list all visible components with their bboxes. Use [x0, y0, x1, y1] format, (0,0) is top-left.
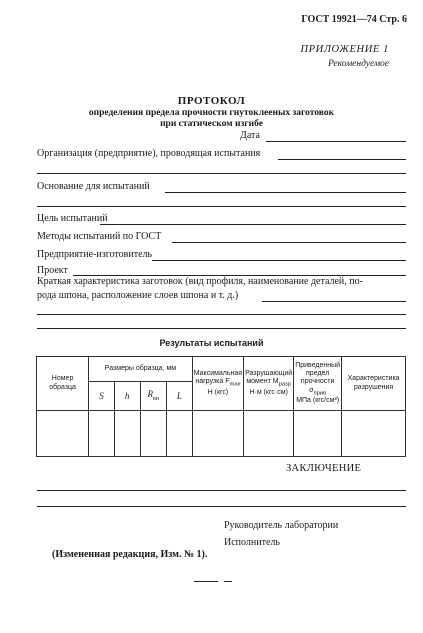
basis-line-2[interactable]	[37, 206, 406, 207]
col-s: S	[89, 382, 115, 411]
description-line-3[interactable]	[37, 328, 406, 329]
methods-line[interactable]	[172, 242, 406, 243]
col-h: h	[114, 382, 140, 411]
purpose-line[interactable]	[100, 224, 406, 225]
table-cell[interactable]	[89, 411, 115, 457]
basis-label: Основание для испытаний	[37, 181, 150, 192]
conclusion-line-2[interactable]	[37, 506, 406, 507]
executor-label: Исполнитель	[224, 537, 280, 548]
table-cell[interactable]	[167, 411, 193, 457]
col-max-load-sub: max	[229, 381, 241, 388]
col-fracture: Характеристика разрушения	[342, 357, 406, 411]
protocol-subtitle-line1: определения предела прочности гнутоклееных заготовок	[88, 108, 335, 118]
col-break-moment	[244, 357, 294, 411]
description-line-2[interactable]	[37, 314, 406, 315]
organization-line-2[interactable]	[37, 173, 406, 174]
results-table	[36, 356, 406, 457]
table-cell[interactable]	[342, 411, 406, 457]
page-header: ГОСТ 19921—74 Стр. 6	[301, 14, 407, 25]
organization-line[interactable]	[278, 159, 406, 160]
appendix-title: ПРИЛОЖЕНИЕ 1	[300, 44, 389, 55]
date-line[interactable]	[266, 141, 406, 142]
col-break-moment-sub: разр	[278, 381, 291, 388]
description-line1: Краткая характеристика заготовок (вид профиля, наименование деталей, по-	[37, 276, 363, 287]
organization-label: Организация (предприятие), проводящая испытания	[37, 148, 261, 159]
table-cell[interactable]	[37, 411, 89, 457]
description-line2: рода шпона, расположение слоев шпона и т. д.)	[37, 290, 239, 301]
basis-line[interactable]	[165, 192, 406, 193]
col-sample-no: Номер образца	[37, 357, 89, 411]
amendment-note: (Измененная редакция, Изм. № 1).	[52, 549, 208, 560]
methods-label: Методы испытаний по ГОСТ	[37, 231, 162, 242]
col-max-load-label: Максимальная нагрузка F	[193, 370, 243, 386]
purpose-label: Цель испытаний	[37, 213, 108, 224]
table-cell[interactable]	[114, 411, 140, 457]
date-label: Дата	[240, 130, 260, 141]
table-cell[interactable]	[140, 411, 166, 457]
manufacturer-line[interactable]	[152, 260, 406, 261]
protocol-title: ПРОТОКОЛ	[177, 95, 246, 107]
col-r	[140, 382, 166, 411]
manufacturer-label: Предприятие-изготовитель	[37, 249, 153, 260]
protocol-subtitle-line2: при статическом изгибе	[160, 119, 263, 129]
table-cell[interactable]	[192, 411, 243, 457]
head-of-lab-label: Руководитель лаборатории	[224, 520, 339, 531]
col-strength-sub: прив	[313, 389, 327, 396]
conclusion-line-1[interactable]	[37, 490, 406, 491]
col-strength-label: Приведенный предел прочности σ	[295, 362, 341, 394]
col-r-label: R	[147, 389, 153, 400]
col-strength-unit: МПа (кгс/см²)	[296, 396, 340, 404]
col-r-sub: вн	[152, 395, 160, 402]
table-row	[37, 411, 406, 457]
col-strength	[294, 357, 342, 411]
footer-rule	[194, 581, 218, 582]
col-dimensions: Размеры образца, мм	[89, 357, 193, 382]
table-cell[interactable]	[244, 411, 294, 457]
table-cell[interactable]	[294, 411, 342, 457]
footer-rule-2	[224, 581, 232, 582]
col-l: L	[167, 382, 193, 411]
col-break-moment-unit: Н·м (кгс·см)	[249, 388, 288, 396]
description-line[interactable]	[262, 301, 406, 302]
project-label: Проект	[37, 265, 68, 276]
results-title: Результаты испытаний	[159, 338, 264, 348]
col-break-moment-label: Разрушающий момент M	[245, 370, 293, 386]
appendix-subtitle: Рекомендуемое	[327, 59, 389, 69]
col-max-load	[192, 357, 243, 411]
col-max-load-unit: Н (кгс)	[207, 388, 229, 396]
conclusion-title: ЗАКЛЮЧЕНИЕ	[286, 463, 362, 474]
